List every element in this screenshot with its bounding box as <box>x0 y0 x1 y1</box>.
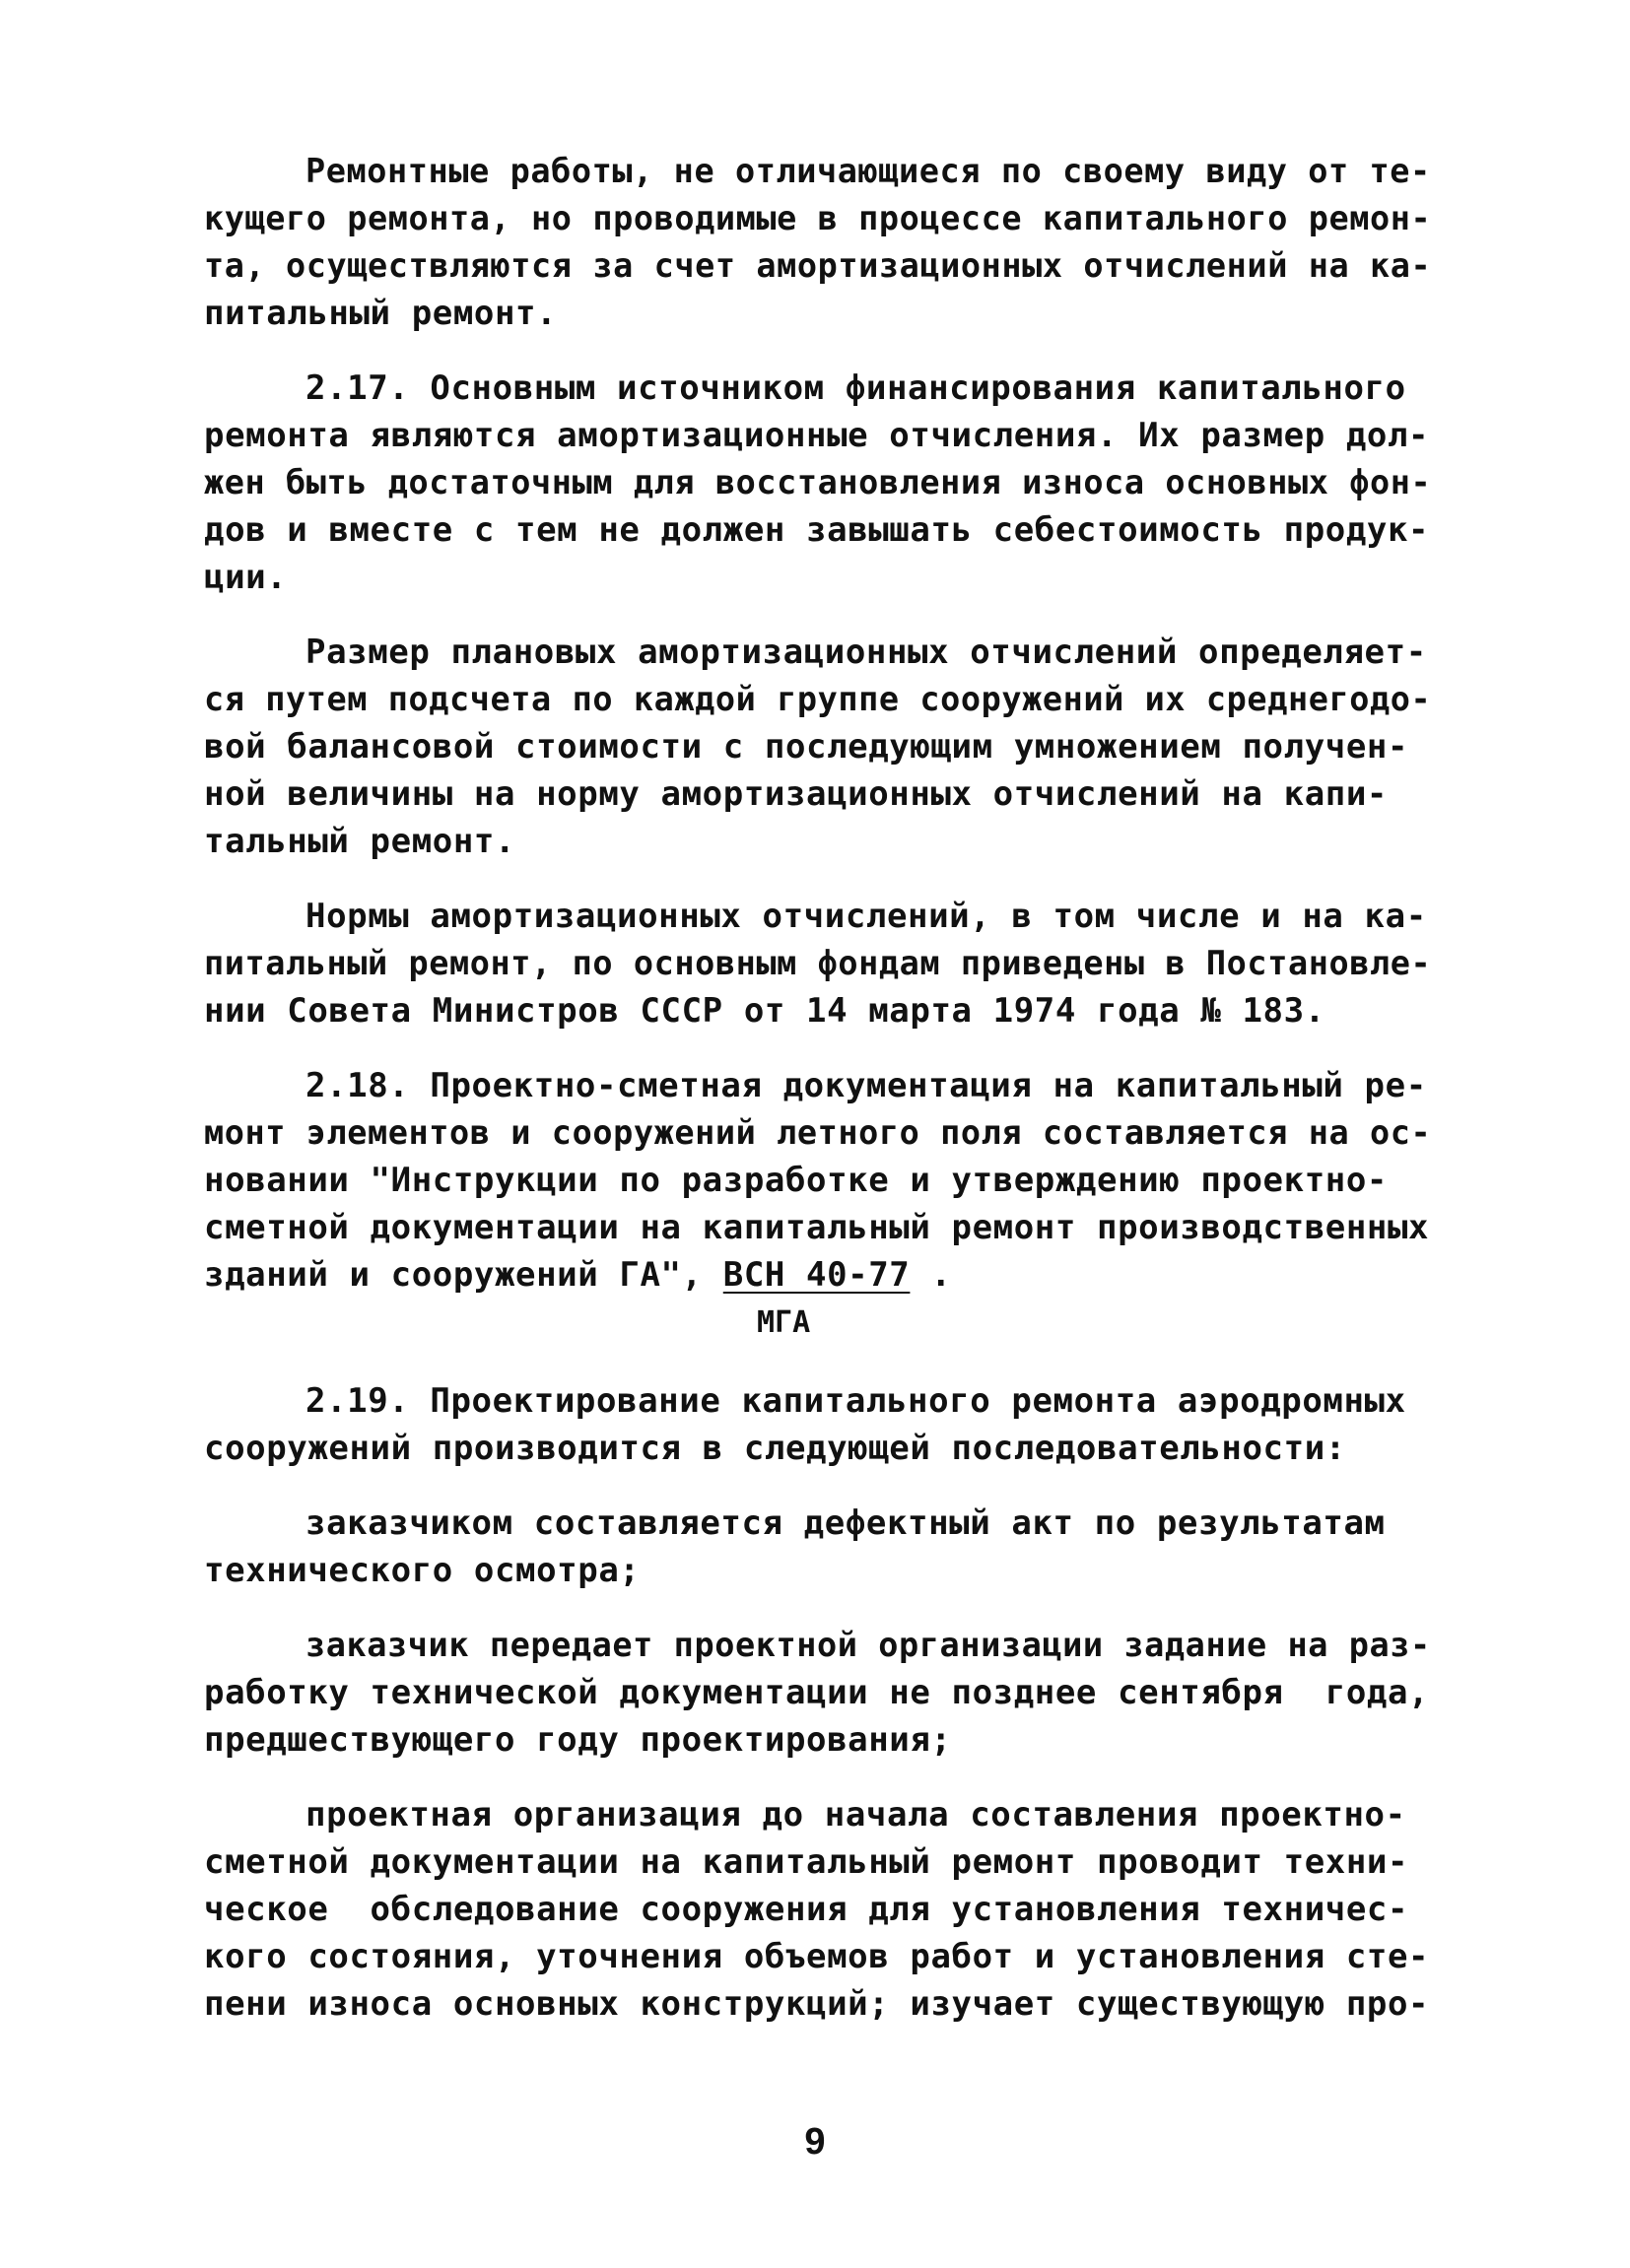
text-line: заказчиком составляется дефектный акт по результатам <box>306 1503 1386 1543</box>
text-line: ции. <box>204 558 288 597</box>
text-line: дов и вместе с тем не должен завышать себестоимость продук- <box>204 510 1430 550</box>
text-line: нии Совета Министров СССР от 14 марта 1974 года № 183. <box>204 991 1325 1031</box>
text-line: тальный ремонт. <box>204 822 516 861</box>
text-line: заказчик передает проектной организации задание на раз- <box>306 1626 1431 1665</box>
text-line: сметной документации на капитальный ремонт проводит техни- <box>204 1842 1409 1882</box>
regulation-reference: ВСН 40-77 <box>722 1255 911 1295</box>
text-line: сметной документации на капитальный ремонт производственных <box>204 1208 1430 1247</box>
text-line: ремонта являются амортизационные отчисления. Их размер дол- <box>204 416 1430 455</box>
text-line: Нормы амортизационных отчислений, в том числе и на ка- <box>306 897 1427 936</box>
line-prefix: зданий и сооружений ГА", <box>204 1255 723 1295</box>
text-line: ческое обследование сооружения для установления техничес- <box>204 1890 1409 1929</box>
regulation-subscript: МГА <box>757 1305 811 1340</box>
text-line: кущего ремонта, но проводимые в процессе капитального ремон- <box>204 199 1432 238</box>
text-line: Ремонтные работы, не отличающиеся по своему виду от те- <box>306 152 1431 191</box>
text-line: Размер плановых амортизационных отчислений определяет- <box>306 633 1427 672</box>
text-line: ной величины на норму амортизационных отчислений на капи- <box>204 774 1388 814</box>
line-suffix: . <box>910 1255 952 1295</box>
text-line: питальный ремонт. <box>204 294 558 333</box>
page-number: 9 <box>804 2121 826 2163</box>
text-line: монт элементов и сооружений летного поля составляется на ос- <box>204 1113 1432 1153</box>
text-line: технического осмотра; <box>204 1551 641 1590</box>
text-line: пени износа основных конструкций; изучает существующую про- <box>204 1984 1430 2024</box>
text-line: ся путем подсчета по каждой группе сооружений их среднегодо- <box>204 680 1432 719</box>
text-line: предшествующего году проектирования; <box>204 1720 952 1760</box>
text-line <box>204 1251 952 1299</box>
text-line: 2.17. Основным источником финансирования капитального <box>306 368 1406 408</box>
text-line: 2.19. Проектирование капитального ремонта аэродромных <box>306 1381 1406 1421</box>
text-line: проектная организация до начала составления проектно- <box>306 1795 1406 1834</box>
text-line: та, осуществляются за счет амортизационных отчислений на ка- <box>204 246 1432 286</box>
text-line: сооружений производится в следующей последовательности: <box>204 1429 1346 1468</box>
text-line: вой балансовой стоимости с последующим умножением получен- <box>204 727 1409 767</box>
text-line: питальный ремонт, по основным фондам приведены в Постановле- <box>204 944 1432 983</box>
text-line: кого состояния, уточнения объемов работ и установления сте- <box>204 1937 1430 1976</box>
text-line: работку технической документации не позднее сентября года, <box>204 1673 1430 1712</box>
text-line: жен быть достаточным для восстановления износа основных фон- <box>204 463 1432 502</box>
text-line: новании "Инструкции по разработке и утверждению проектно- <box>204 1161 1388 1200</box>
text-line: 2.18. Проектно-сметная документация на капитальный ре- <box>306 1066 1427 1105</box>
